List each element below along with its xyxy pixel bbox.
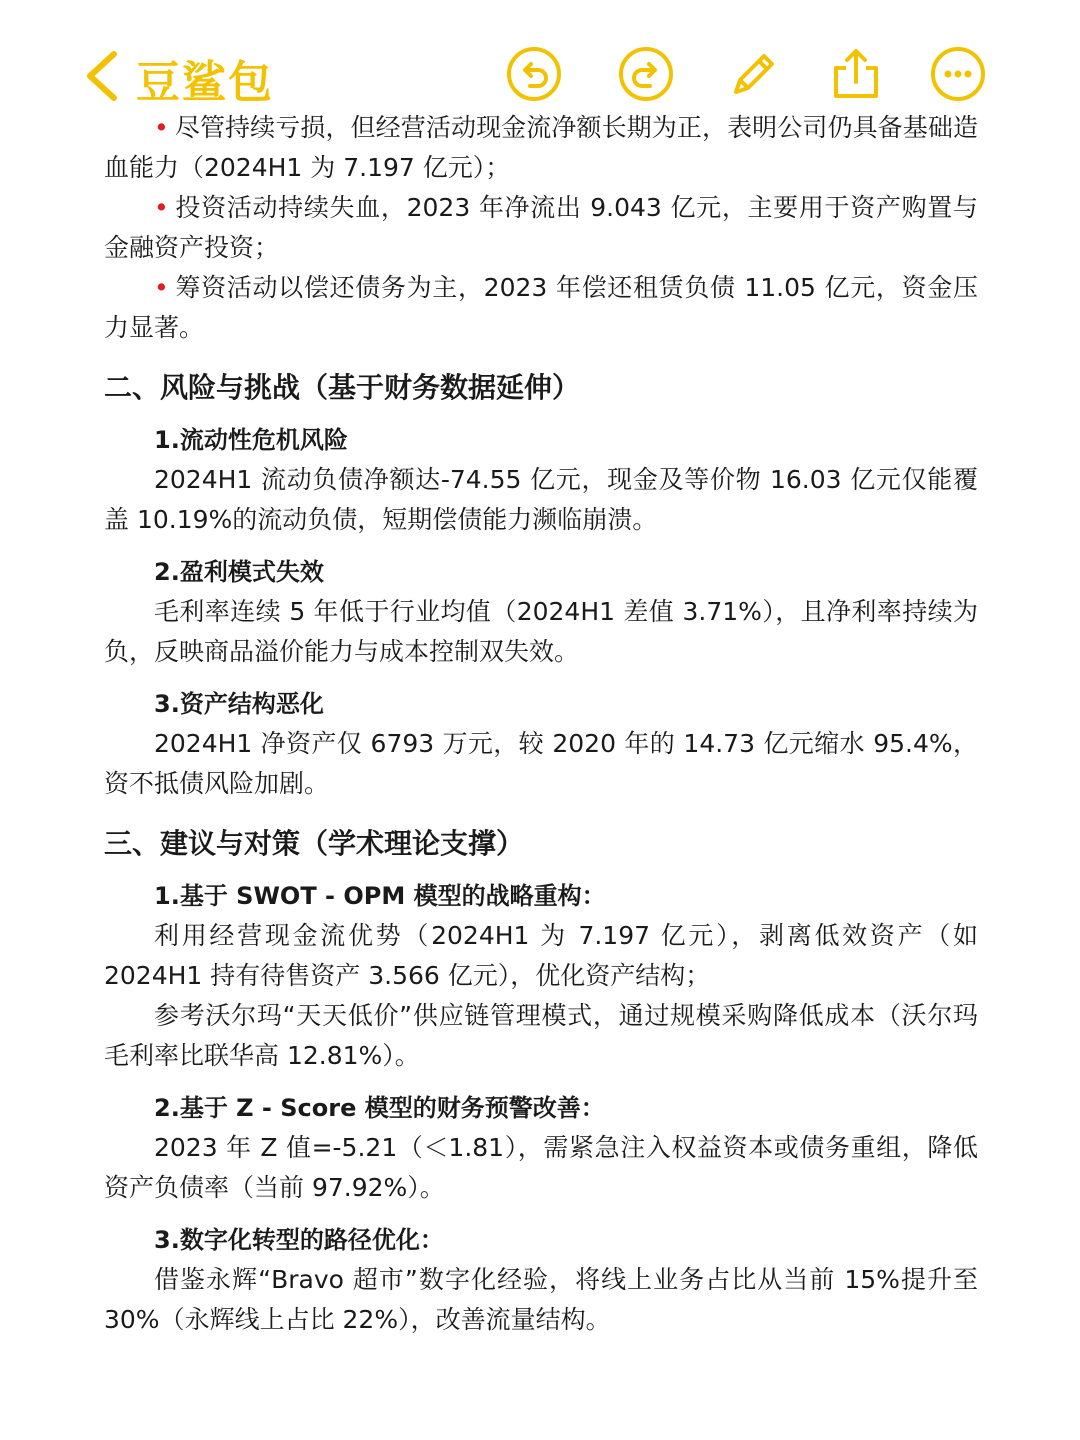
cashflow-bullet: • 筹资活动以偿还债务为主，2023 年偿还租赁负债 11.05 亿元，资金压力显著。 [104, 273, 978, 342]
chevron-left-icon [82, 50, 122, 102]
redo-button[interactable] [618, 46, 674, 102]
more-icon [930, 46, 986, 102]
paragraph: 利用经营现金流优势（2024H1 为 7.197 亿元），剥离低效资产（如 2024H1 持有待售资产 3.566 亿元），优化资产结构； [104, 921, 978, 990]
subheading: 2.基于 Z - Score 模型的财务预警改善： [154, 1094, 605, 1122]
subheading: 3.资产结构恶化 [154, 690, 324, 718]
redo-icon [618, 46, 674, 102]
paragraph: 2024H1 流动负债净额达-74.55 亿元，现金及等价物 16.03 亿元仅能覆盖 10.19%的流动负债，短期偿债能力濒临崩溃。 [104, 465, 978, 534]
edit-button[interactable] [726, 46, 782, 102]
bullet-icon: • [154, 273, 169, 302]
bullet-icon: • [154, 113, 169, 142]
section-heading-risks: 二、风险与挑战（基于财务数据延伸） [104, 371, 581, 404]
subheading: 1.流动性危机风险 [154, 426, 348, 454]
paragraph: 毛利率连续 5 年低于行业均值（2024H1 差值 3.71%），且净利率持续为负，反映商品溢价能力与成本控制双失效。 [104, 597, 978, 666]
subheading: 2.盈利模式失效 [154, 558, 324, 586]
more-button[interactable] [930, 46, 986, 102]
app-title: 豆鲨包 [136, 57, 274, 108]
subheading: 1.基于 SWOT - OPM 模型的战略重构： [154, 882, 606, 910]
back-button[interactable] [78, 50, 126, 102]
cashflow-bullet: • 投资活动持续失血，2023 年净流出 9.043 亿元，主要用于资产购置与金融资产投资； [104, 193, 978, 262]
paragraph: 2024H1 净资产仅 6793 万元，较 2020 年的 14.73 亿元缩水 95.4%，资不抵债风险加剧。 [104, 729, 978, 798]
paragraph: 借鉴永辉“Bravo 超市”数字化经验，将线上业务占比从当前 15%提升至 30%（永辉线上占比 22%），改善流量结构。 [104, 1265, 978, 1334]
share-icon [828, 46, 884, 102]
cashflow-bullet: • 尽管持续亏损，但经营活动现金流净额长期为正，表明公司仍具备基础造血能力（2024H1 为 7.197 亿元）； [104, 113, 978, 182]
pencil-icon [726, 46, 782, 102]
section-heading-suggestions: 三、建议与对策（学术理论支撑） [104, 827, 525, 860]
undo-button[interactable] [506, 46, 562, 102]
top-toolbar [0, 0, 1080, 110]
document-body [104, 108, 978, 1340]
paragraph: 参考沃尔玛“天天低价”供应链管理模式，通过规模采购降低成本（沃尔玛毛利率比联华高 12.81%）。 [104, 1001, 978, 1070]
subheading: 3.数字化转型的路径优化： [154, 1226, 444, 1254]
share-button[interactable] [828, 46, 884, 102]
paragraph: 2023 年 Z 值=-5.21（＜1.81），需紧急注入权益资本或债务重组，降低资产负债率（当前 97.92%）。 [104, 1133, 978, 1202]
bullet-icon: • [154, 193, 169, 222]
undo-icon [506, 46, 562, 102]
